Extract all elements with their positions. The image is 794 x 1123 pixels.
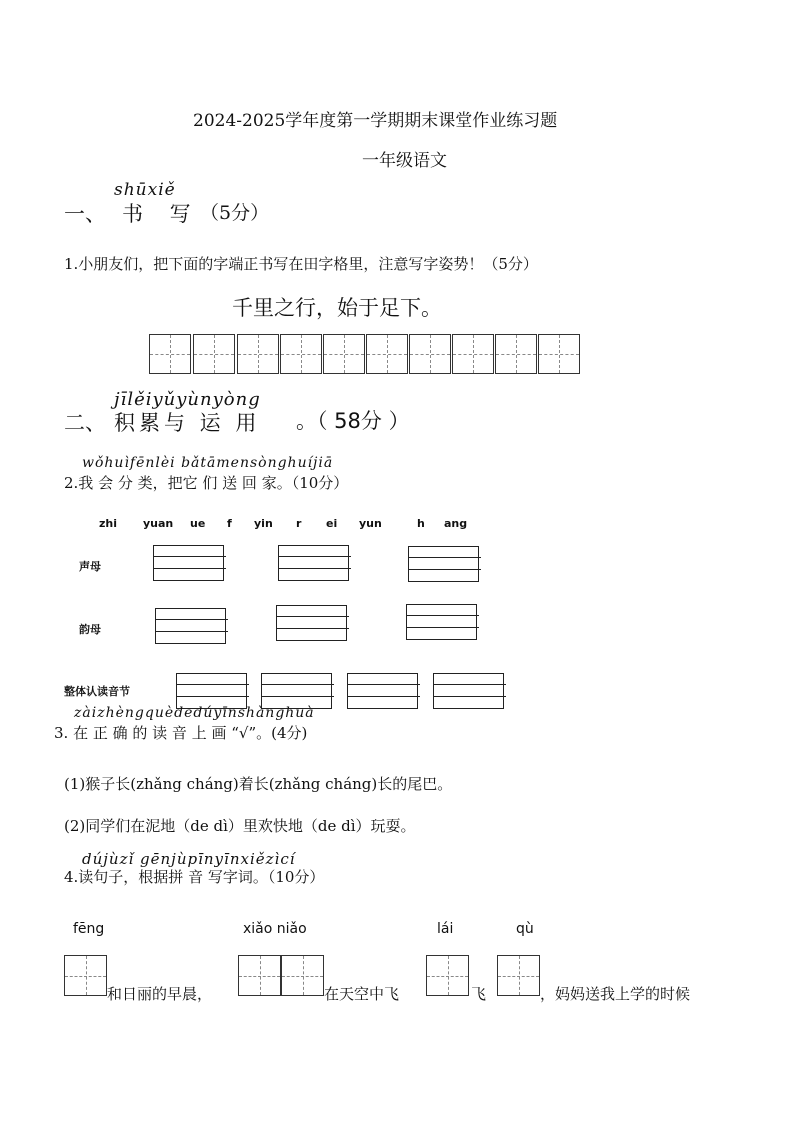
tianzige-cell[interactable] [409,334,451,374]
section1-score: （5分） [200,202,270,224]
section2-number: 二、 [64,411,106,435]
syllable: ue [190,517,206,530]
pinyin-label-xiaoniao: xiǎo niǎo [243,921,307,937]
section1-pinyin: shūxiě [114,180,176,200]
label-yunmu: 韵母 [79,623,101,636]
label-zhengti: 整体认读音节 [64,685,130,698]
sentence-part-4: ，妈妈送我上学的时候 [540,985,691,1003]
answer-cell-qu[interactable] [497,955,540,996]
document-subtitle: 一年级语文 [362,151,447,171]
answer-lines-zhengti[interactable] [176,673,247,709]
answer-cell-niao[interactable] [281,955,324,996]
syllable: zhi [99,517,118,530]
sentence-part-1: 和日丽的早晨， [107,985,213,1003]
tianzige-cell[interactable] [452,334,494,374]
pinyin-label-feng: fēng [73,921,105,937]
section2-pinyin: jīlěiyǔyùnyòng [114,389,261,410]
question-4-text: 4.读句子，根据拼 音 写字词。（10分） [64,868,325,886]
answer-lines-zhengti[interactable] [433,673,504,709]
question-4-pinyin: dújùzǐ gēnjùpīnyīnxiězìcí [82,850,296,868]
answer-lines-zhengti[interactable] [261,673,332,709]
pinyin-label-lai: lái [437,921,454,937]
tianzige-cell[interactable] [495,334,537,374]
tianzige-cell[interactable] [538,334,580,374]
tianzige-cell[interactable] [193,334,235,374]
answer-lines-shengmu[interactable] [408,546,479,582]
document-title: 2024-2025学年度第一学期期末课堂作业练习题 [193,111,558,131]
question-3-pinyin: zàizhèngquèdedúyīnshànghuà [74,705,315,721]
tianzige-cell[interactable] [280,334,322,374]
answer-cell-lai[interactable] [426,955,469,996]
tianzige-cell[interactable] [366,334,408,374]
section2-title: 积累与 运 用 [114,411,261,435]
answer-lines-yunmu[interactable] [155,608,226,644]
answer-lines-yunmu[interactable] [276,605,347,641]
question-1-sentence: 千里之行，始于足下。 [232,296,442,320]
syllable: yin [254,517,273,530]
syllable: ei [326,517,338,530]
syllable: yun [359,517,382,530]
answer-lines-shengmu[interactable] [278,545,349,581]
syllable: ang [444,517,468,530]
syllable: f [227,517,232,530]
answer-lines-shengmu[interactable] [153,545,224,581]
sentence-part-3: 飞 [471,985,487,1003]
syllable: h [417,517,425,530]
pinyin-label-qu: qù [516,921,534,937]
question-2-pinyin: wǒhuìfēnlèi bǎtāmensònghuíjiā [82,455,334,471]
sentence-part-2: 在天空中飞 [324,985,400,1003]
section1-number: 一、 [64,202,106,226]
tianzige-cell[interactable] [149,334,191,374]
tianzige-cell[interactable] [237,334,279,374]
syllable: r [296,517,302,530]
tianzige-cell[interactable] [323,334,365,374]
question-1-text: 1.小朋友们，把下面的字端正书写在田字格里，注意写字姿势！（5分） [64,255,538,273]
section1-title: 书 写 [122,202,201,226]
answer-lines-zhengti[interactable] [347,673,418,709]
question-3-text: 3. 在 正 确 的 读 音 上 画 “√”。(4分) [54,724,308,742]
question-2-text: 2.我 会 分 类，把它 们 送 回 家。（10分） [64,474,349,492]
syllable: yuan [143,517,174,530]
label-shengmu: 声母 [79,560,101,573]
question-3-item-1: (1)猴子长(zhǎng cháng)着长(zhǎng cháng)长的尾巴。 [64,775,453,793]
section2-score: 。（ 58分 ） [296,409,410,433]
answer-cell-xiao[interactable] [238,955,281,996]
answer-lines-yunmu[interactable] [406,604,477,640]
question-3-item-2: (2)同学们在泥地（de dì）里欢快地（de dì）玩耍。 [64,817,416,835]
answer-cell-feng[interactable] [64,955,107,996]
